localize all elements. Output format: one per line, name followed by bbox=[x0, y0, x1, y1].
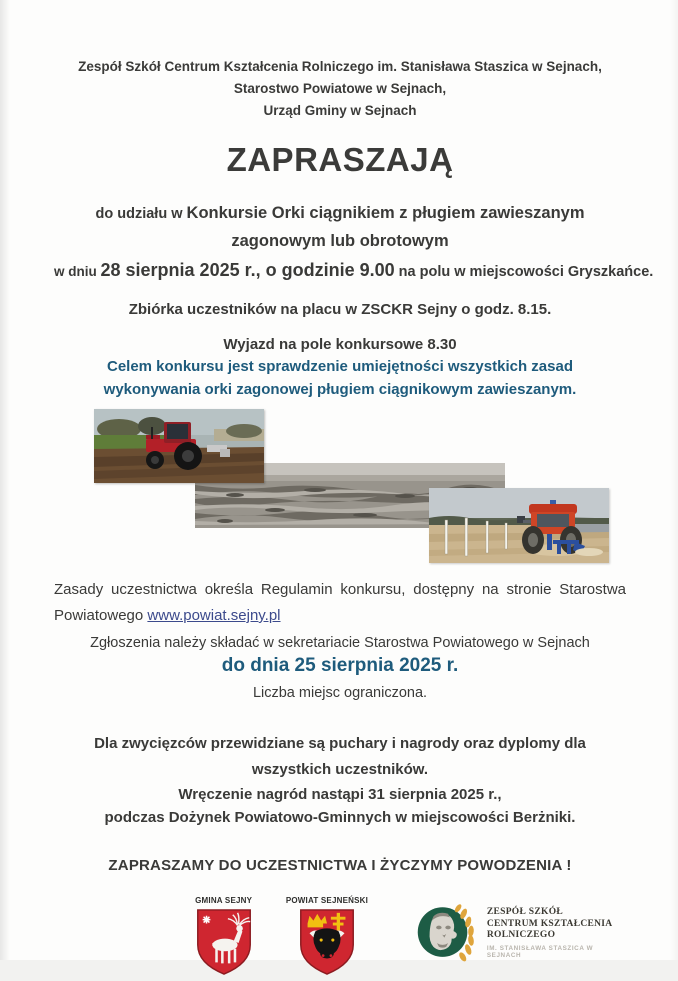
invite-title: ZAPRASZAJĄ bbox=[226, 141, 454, 178]
zsckr-line-1: ZESPÓŁ SZKÓŁ bbox=[486, 907, 564, 918]
footer-logos bbox=[172, 896, 626, 981]
gmina-sejny-crest-icon bbox=[194, 908, 254, 976]
prizes-info: Dla zwycięzców przewidziane są puchary i nagrody oraz dyplomy dla wszystkich uczestników. bbox=[94, 735, 586, 778]
submission-deadline: do dnia 25 sierpnia 2025 r. bbox=[221, 655, 459, 676]
event-intro bbox=[54, 200, 626, 255]
limited-places-note: Liczba miejsc ograniczona. bbox=[252, 685, 428, 701]
ceremony-line-2: podczas Dożynek Powiatowo-Gminnych w miejscowości Berżniki. bbox=[104, 809, 576, 826]
gmina-sejny-label: GMINA SEJNY bbox=[195, 896, 253, 905]
photo-collage bbox=[54, 409, 626, 563]
closing-invitation: ZAPRASZAMY DO UCZESTNICTWA I ŻYCZYMY POWODZENIA ! bbox=[108, 857, 572, 874]
ceremony-line-1: Wręczenie nagród nastąpi 31 sierpnia 2025 r., bbox=[178, 786, 502, 803]
event-intro-prefix: do udziału w bbox=[95, 206, 187, 222]
competition-goal: Celem konkursu jest sprawdzenie umiejętności wszystkich zasad wykonywania orki zagonowej pługiem ciągnikowym zawieszanym. bbox=[103, 358, 577, 398]
organizer-line-3: Urząd Gminy w Sejnach bbox=[263, 103, 417, 118]
powiat-sejnenski-label: POWIAT SEJNEŃSKI bbox=[285, 896, 369, 905]
tractor-rear-plow-photo bbox=[429, 488, 609, 563]
event-date-bold: 28 sierpnia 2025 r., o godzinie 9.00 bbox=[100, 260, 395, 280]
event-date-prefix: w dniu bbox=[54, 264, 101, 279]
event-date-suffix: na polu w miejscowości Gryszkańce. bbox=[394, 264, 654, 280]
zsckr-staszic-logo-icon bbox=[415, 902, 479, 964]
zsckr-subline: IM. STANISŁAWA STASZICA W SEJNACH bbox=[486, 944, 594, 959]
rules-text: Zasady uczestnictwa określa Regulamin konkursu, dostępny na stronie Starostwa Powiatowego bbox=[54, 581, 626, 624]
organizers-header bbox=[54, 56, 626, 122]
assembly-info: Zbiórka uczestników na placu w ZSCKR Sejny o godz. 8.15. bbox=[128, 301, 552, 318]
zsckr-logo bbox=[415, 902, 626, 964]
submission-info: Zgłoszenia należy składać w sekretariacie Starostwa Powiatowego w Sejnach bbox=[90, 635, 590, 651]
event-intro-bold: Konkursie Orki ciągnikiem z pługiem zawieszanym zagonowym lub obrotowym bbox=[186, 204, 585, 250]
organizer-line-1: Zespół Szkół Centrum Kształcenia Rolniczego im. Stanisława Staszica w Sejnach, bbox=[78, 59, 602, 74]
tractor-plowing-photo bbox=[94, 409, 264, 483]
departure-info: Wyjazd na pole konkursowe 8.30 bbox=[223, 336, 457, 353]
zsckr-line-3: ROLNICZEGO bbox=[486, 930, 556, 941]
organizer-line-2: Starostwo Powiatowe w Sejnach, bbox=[233, 81, 447, 96]
powiat-sejnenski-crest-icon bbox=[297, 908, 357, 976]
powiat-sejnenski-logo bbox=[275, 896, 378, 981]
gmina-sejny-logo bbox=[172, 896, 275, 981]
zsckr-line-2: CENTRUM KSZTAŁCENIA bbox=[486, 918, 613, 929]
powiat-website-link[interactable]: www.powiat.sejny.pl bbox=[147, 607, 281, 624]
zsckr-text-block bbox=[487, 907, 626, 959]
rules-paragraph bbox=[54, 577, 626, 629]
event-date-line bbox=[54, 257, 654, 285]
